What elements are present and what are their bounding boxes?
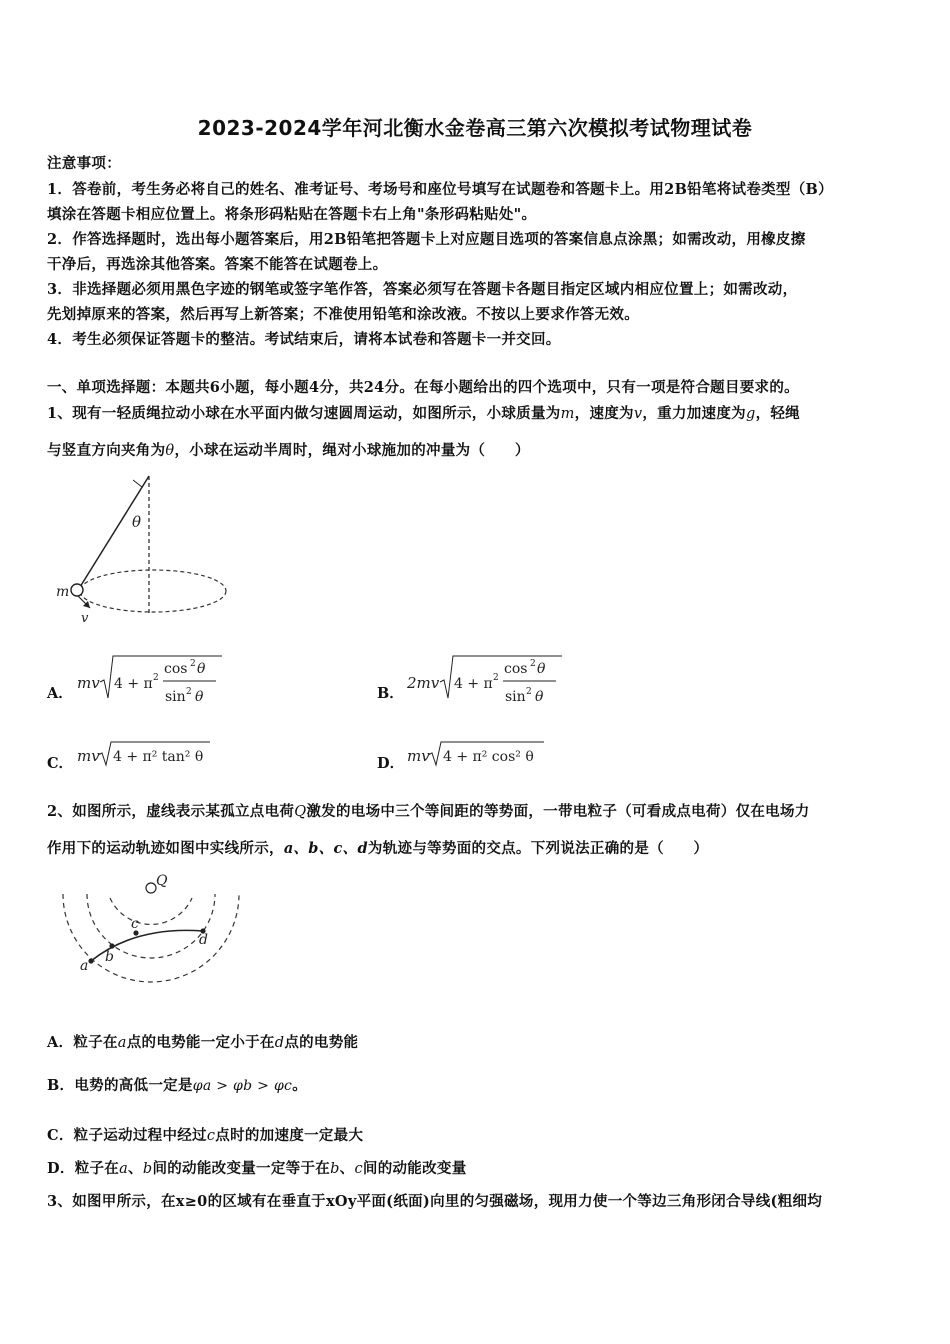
svg-text:θ: θ: [197, 661, 206, 677]
option-c-formula: [76, 738, 226, 768]
mass-label: m: [56, 584, 70, 600]
notice-line: 填涂在答题卡相应位置上。将条形码粘贴在答题卡右上角"条形码粘贴处"。: [47, 206, 537, 223]
svg-text:4 + π: 4 + π: [114, 676, 153, 692]
option-b-letter: B．: [377, 685, 404, 702]
notice-line: 2．作答选择题时，选出每小题答案后，用2B铅笔把答题卡上对应题目选项的答案信息点涂黑；如需改动，用橡皮擦: [47, 231, 806, 248]
notice-line: 先划掉原来的答案，然后再写上新答案；不准使用铅笔和涂改液。不按以上要求作答无效。: [47, 306, 639, 323]
velocity-label: v: [81, 611, 89, 626]
svg-text:sin: sin: [505, 689, 526, 705]
section-heading: 一、单项选择题：本题共6小题，每小题4分，共24分。在每小题给出的四个选项中，只有一项是符合题目要求的。: [47, 379, 799, 396]
svg-text:cos: cos: [164, 661, 188, 677]
option-b-formula: [406, 652, 566, 712]
svg-text:4 + π² cos² θ: 4 + π² cos² θ: [443, 749, 534, 765]
svg-text:2: 2: [493, 673, 499, 683]
q2-option-c: C．粒子运动过程中经过c点时的加速度一定最大: [47, 1127, 364, 1144]
svg-text:2: 2: [526, 687, 532, 697]
notice-line: 1．答卷前，考生务必将自己的姓名、准考证号、考场号和座位号填写在试题卷和答题卡上。用2B铅笔将试卷类型（B）: [47, 181, 833, 198]
svg-text:2: 2: [190, 659, 196, 669]
page-title: 2023-2024学年河北衡水金卷高三第六次模拟考试物理试卷: [197, 116, 753, 140]
q2-option-b: B．电势的高低一定是φa > φb > φc。: [47, 1077, 307, 1094]
svg-text:mv: mv: [407, 747, 430, 765]
svg-text:θ: θ: [537, 661, 546, 677]
svg-text:2: 2: [153, 673, 159, 683]
point-charge-q: [146, 883, 156, 893]
svg-text:4 + π: 4 + π: [454, 676, 493, 692]
equipotential-figure: [55, 868, 255, 993]
svg-text:2: 2: [186, 687, 192, 697]
ball: [71, 584, 83, 596]
svg-text:mv: mv: [77, 674, 100, 692]
point-c-label: c: [131, 916, 139, 932]
option-a-letter: A．: [47, 685, 73, 702]
point-a-label: a: [80, 958, 89, 974]
q2-option-a: A．粒子在a点的电势能一定小于在d点的电势能: [47, 1034, 359, 1051]
question-3-stem-line1: 3、如图甲所示，在x≥0的区域有在垂直于xOy平面(纸面)向里的匀强磁场，现用力使一个等边三角形闭合导线(粗细均: [47, 1193, 823, 1210]
notice-heading: 注意事项：: [47, 155, 121, 172]
svg-text:2: 2: [530, 659, 536, 669]
point-b-label: b: [105, 949, 114, 965]
svg-text:cos: cos: [504, 661, 528, 677]
theta-label: θ: [132, 513, 142, 531]
svg-text:2mv: 2mv: [407, 674, 440, 692]
svg-text:mv: mv: [77, 747, 100, 765]
question-1-stem-line1: 1、现有一轻质绳拉动小球在水平面内做匀速圆周运动，如图所示，小球质量为m，速度为v，重力加速度为g，轻绳: [47, 405, 800, 422]
svg-text:4 + π² tan² θ: 4 + π² tan² θ: [113, 749, 204, 765]
question-1-stem-line2: 与竖直方向夹角为θ，小球在运动半周时，绳对小球施加的冲量为（ ）: [47, 442, 530, 459]
notice-line: 干净后，再选涂其他答案。答案不能答在试题卷上。: [47, 256, 388, 273]
svg-text:θ: θ: [535, 689, 544, 705]
question-2-stem-line1: 2、如图所示，虚线表示某孤立点电荷Q激发的电场中三个等间距的等势面，一带电粒子（可看成点电荷）仅在电场力: [47, 803, 810, 820]
svg-text:sin: sin: [165, 689, 186, 705]
q2-option-d: D．粒子在a、b间的动能改变量一定等于在b、c间的动能改变量: [47, 1160, 467, 1177]
notice-line: 3．非选择题必须用黑色字迹的钢笔或签字笔作答，答案必须写在答题卡各题目指定区域内相应位置上；如需改动，: [47, 281, 798, 298]
option-d-letter: D．: [377, 755, 405, 772]
option-c-letter: C．: [47, 755, 74, 772]
question-2-stem-line2: 作用下的运动轨迹如图中实线所示，a、b、c、d为轨迹与等势面的交点。下列说法正确的是（ ）: [47, 840, 709, 857]
charge-label: Q: [156, 873, 168, 889]
point-d-label: d: [199, 932, 208, 948]
svg-text:θ: θ: [195, 689, 204, 705]
notice-line: 4．考生必须保证答题卡的整洁。考试结束后，请将本试卷和答题卡一并交回。: [47, 331, 561, 348]
option-d-formula: [406, 738, 556, 768]
conical-pendulum-figure: [50, 470, 240, 630]
option-a-formula: [76, 652, 226, 712]
